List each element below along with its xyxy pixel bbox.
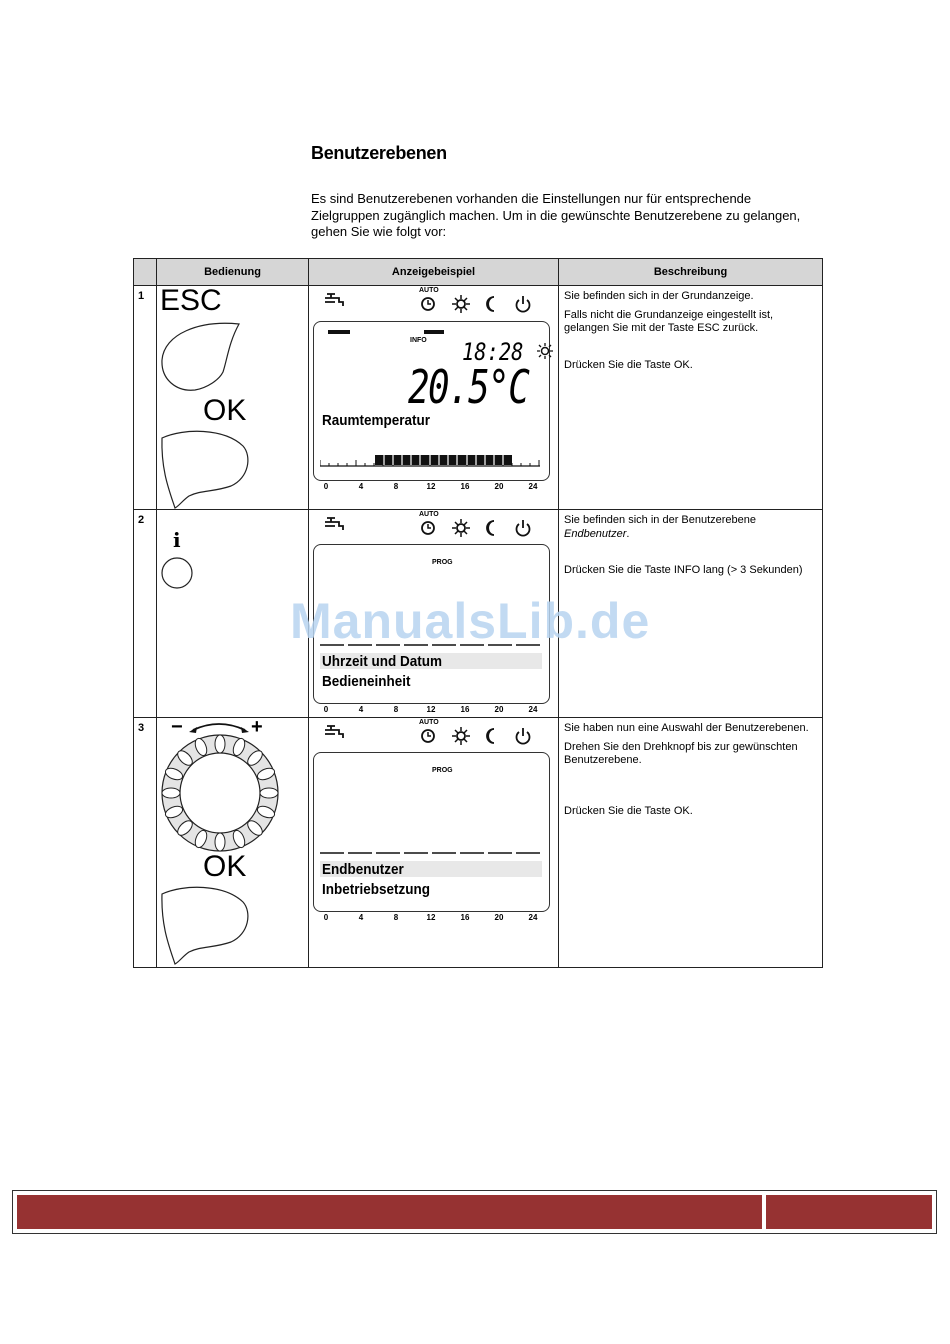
scale-tick: 8 [393, 482, 399, 491]
lcd-label: Raumtemperatur [322, 412, 431, 429]
description-cell [559, 718, 823, 968]
controls-cell [157, 510, 309, 718]
scale-tick: 12 [426, 913, 436, 922]
scale-tick: 20 [494, 705, 504, 714]
description-cell [559, 286, 823, 510]
header-beschreibung: Beschreibung [559, 259, 823, 286]
table-row [134, 718, 823, 968]
moon-icon [483, 727, 499, 745]
controls-cell [157, 286, 309, 510]
scale-tick: 0 [323, 913, 329, 922]
scale-tick: 12 [426, 705, 436, 714]
table-row [134, 286, 823, 510]
auto-label: AUTO [419, 511, 439, 518]
mode-icons-row [323, 719, 545, 748]
tap-icon [323, 290, 347, 312]
scale-tick: 12 [426, 482, 436, 491]
sun-icon [451, 294, 471, 314]
header-anzeigebeispiel: Anzeigebeispiel [309, 259, 559, 286]
plus-label: + [251, 716, 263, 738]
ok-label: OK [203, 850, 247, 883]
segment-bar [328, 330, 350, 334]
watermark: ManualsLib.de [290, 593, 651, 649]
description-text: Falls nicht die Grundanzeige eingestellt ist, gelangen Sie mit der Taste ESC zurück. [564, 308, 774, 334]
ok-button[interactable] [159, 886, 251, 966]
tap-icon [323, 722, 347, 744]
scale-tick: 20 [494, 913, 504, 922]
scale-tick: 0 [323, 482, 329, 491]
power-icon [513, 294, 533, 314]
scale-tick: 4 [358, 705, 364, 714]
scale-tick: 16 [460, 482, 470, 491]
minus-label: − [171, 716, 183, 738]
info-icon: i [173, 528, 181, 552]
power-icon [513, 726, 533, 746]
step-number: 2 [134, 510, 157, 718]
segment-bar [424, 330, 444, 334]
scale-tick: 24 [528, 705, 538, 714]
esc-button[interactable] [159, 322, 249, 397]
table-header-row [134, 259, 823, 286]
mode-icons-row [323, 511, 545, 540]
segment-dashes [320, 851, 542, 855]
header-num [134, 259, 157, 286]
footer-bar-left [17, 1195, 762, 1229]
display-cell [309, 718, 559, 968]
description-text: Drehen Sie den Drehknopf bis zur gewünschten Benutzerebene. [564, 740, 798, 766]
lcd-screen [313, 321, 550, 481]
prog-label: PROG [432, 767, 453, 774]
description-text: Drücken Sie die Taste OK. [564, 358, 693, 371]
auto-label: AUTO [419, 287, 439, 294]
step-number: 3 [134, 718, 157, 968]
menu-item: Bedieneinheit [322, 673, 411, 690]
controls-cell [157, 718, 309, 968]
menu-item-selected: Endbenutzer [320, 861, 542, 877]
header-bedienung: Bedienung [157, 259, 309, 286]
sun-icon [536, 342, 554, 360]
time-readout: 18:28 [462, 338, 524, 366]
sun-icon [451, 726, 471, 746]
scale-tick: 20 [494, 482, 504, 491]
prog-label: PROG [432, 559, 453, 566]
power-icon [513, 518, 533, 538]
mode-icons-row [323, 287, 545, 316]
scale-tick: 24 [528, 913, 538, 922]
clock-icon [420, 519, 438, 537]
scale-tick: 16 [460, 705, 470, 714]
scale-tick: 8 [393, 913, 399, 922]
info-button[interactable] [160, 556, 196, 592]
temperature-readout: 20.5°C [408, 360, 529, 414]
scale-tick: 4 [358, 482, 364, 491]
menu-item-selected: Uhrzeit und Datum [320, 653, 542, 669]
scale-tick: 24 [528, 482, 538, 491]
step-number: 1 [134, 286, 157, 510]
clock-icon [420, 727, 438, 745]
ok-label: OK [203, 394, 247, 427]
footer-bar-right [766, 1195, 932, 1229]
footer-bar [12, 1190, 937, 1234]
description-text: Drücken Sie die Taste OK. [564, 804, 693, 817]
moon-icon [483, 295, 499, 313]
moon-icon [483, 519, 499, 537]
tap-icon [323, 514, 347, 536]
scale-tick: 16 [460, 913, 470, 922]
description-text: Sie befinden sich in der Benutzerebene Endbenutzer. [564, 514, 757, 540]
description-text: Drücken Sie die Taste INFO lang (> 3 Sekunden) [564, 564, 803, 576]
description-text: Sie befinden sich in der Grundanzeige. [564, 290, 754, 302]
intro-paragraph: Es sind Benutzerebenen vorhanden die Einstellungen nur für entsprechende Zielgruppen zugänglich machen. Um in die gewünschte Benutzerebene zu gelangen, gehen Sie wie folgt vor: [311, 191, 801, 239]
rotary-knob[interactable] [159, 732, 283, 856]
menu-item: Inbetriebsetzung [322, 881, 431, 898]
scale-tick: 0 [323, 705, 329, 714]
scale-tick: 8 [393, 705, 399, 714]
lcd-screen [313, 752, 550, 912]
display-cell [309, 286, 559, 510]
page-title: Benutzerebenen [311, 143, 447, 163]
timeline-bar [320, 454, 542, 470]
auto-label: AUTO [419, 719, 439, 726]
esc-label: ESC [160, 284, 222, 317]
clock-icon [420, 295, 438, 313]
ok-button[interactable] [159, 430, 251, 510]
sun-icon [451, 518, 471, 538]
info-label: INFO [410, 337, 427, 344]
description-text: Sie haben nun eine Auswahl der Benutzerebenen. [564, 722, 809, 734]
scale-tick: 4 [358, 913, 364, 922]
